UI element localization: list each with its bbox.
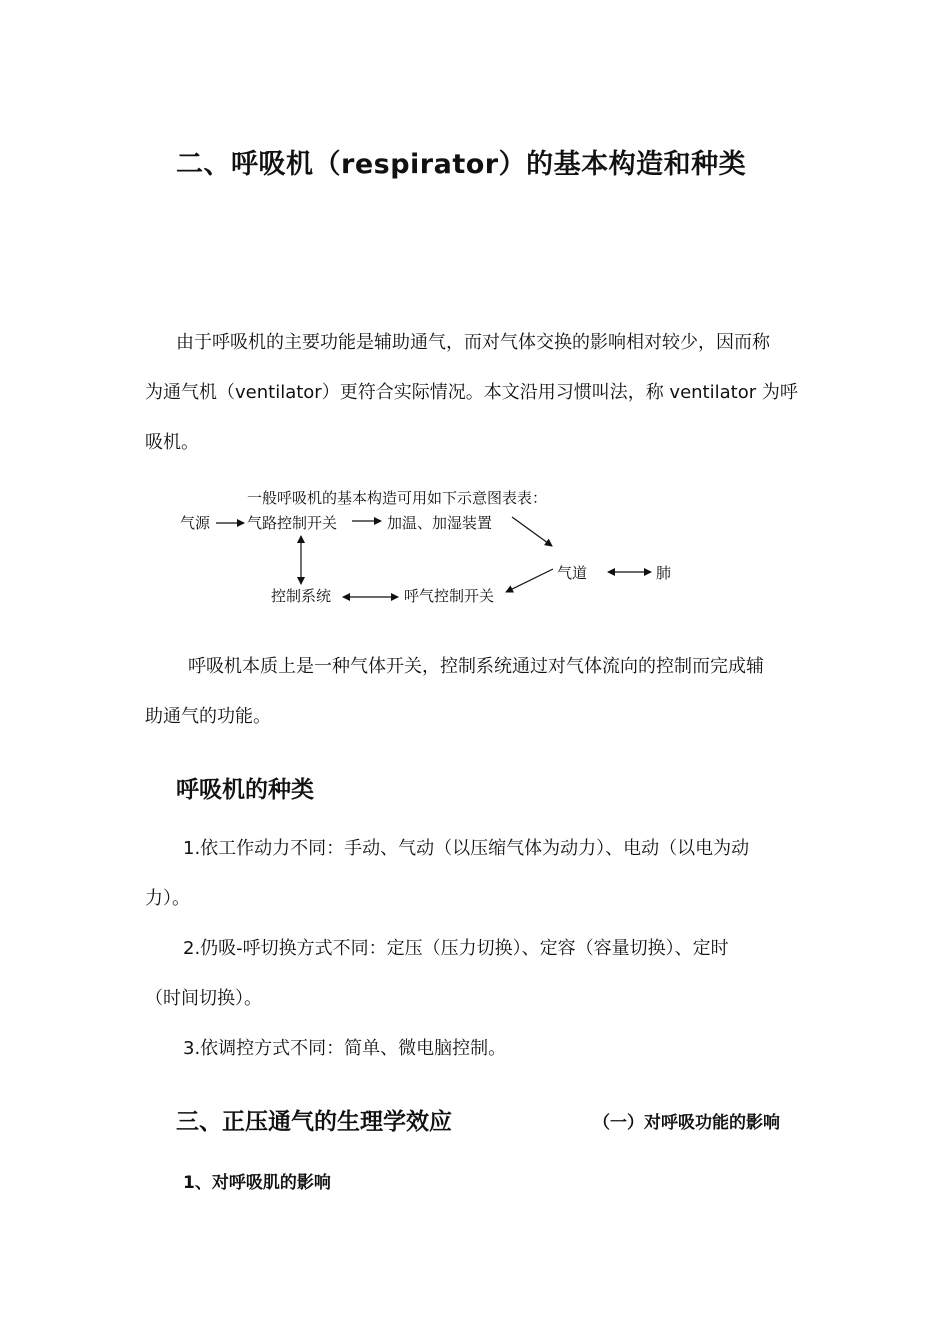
node-heat-humid: 加温、加湿装置 [387,514,493,532]
diagram-caption: 一般呼吸机的基本构造可用如下示意图表表： [247,489,548,507]
types-item-1-line-2: 力）。 [145,888,190,909]
essence-line-2: 助通气的功能。 [145,706,271,727]
node-control-system: 控制系统 [271,587,332,605]
structure-diagram [0,0,950,620]
types-item-3: 3.依调控方式不同：简单、微电脑控制。 [183,1038,507,1059]
arrow-airway-to-breath-switch [506,569,553,592]
intro-line-2: 为通气机（ventilator）更符合实际情况。本文沿用习惯叫法，称 ventilator 为呼 [145,382,798,403]
section-title-respirator: 二、呼吸机（respirator）的基本构造和种类 [176,149,747,180]
node-airway-switch: 气路控制开关 [247,514,338,532]
node-gas-source: 气源 [180,514,211,532]
section-title-positive-pressure: 三、正压通气的生理学效应 [176,1109,452,1135]
types-item-2-line-2: （时间切换）。 [145,988,262,1009]
intro-line-3: 吸机。 [145,432,199,453]
node-breath-switch: 呼气控制开关 [404,587,495,605]
subsection-title-respiratory-function: （一）对呼吸功能的影响 [593,1113,780,1133]
types-item-1-line-1: 1.依工作动力不同：手动、气动（以压缩气体为动力）、电动（以电为动 [183,838,750,859]
types-item-2-line-1: 2.仍吸-呼切换方式不同：定压（压力切换）、定容（容量切换）、定时 [183,938,729,959]
essence-line-1: 呼吸机本质上是一种气体开关，控制系统通过对气体流向的控制而完成辅 [188,656,764,677]
node-lung: 肺 [656,564,672,582]
item-respiratory-muscle: 1、对呼吸肌的影响 [183,1173,331,1193]
intro-line-1: 由于呼吸机的主要功能是辅助通气，而对气体交换的影响相对较少，因而称 [176,332,770,353]
node-airway: 气道 [557,564,588,582]
types-heading: 呼吸机的种类 [176,777,314,803]
arrow-heater-to-airway [512,517,552,546]
